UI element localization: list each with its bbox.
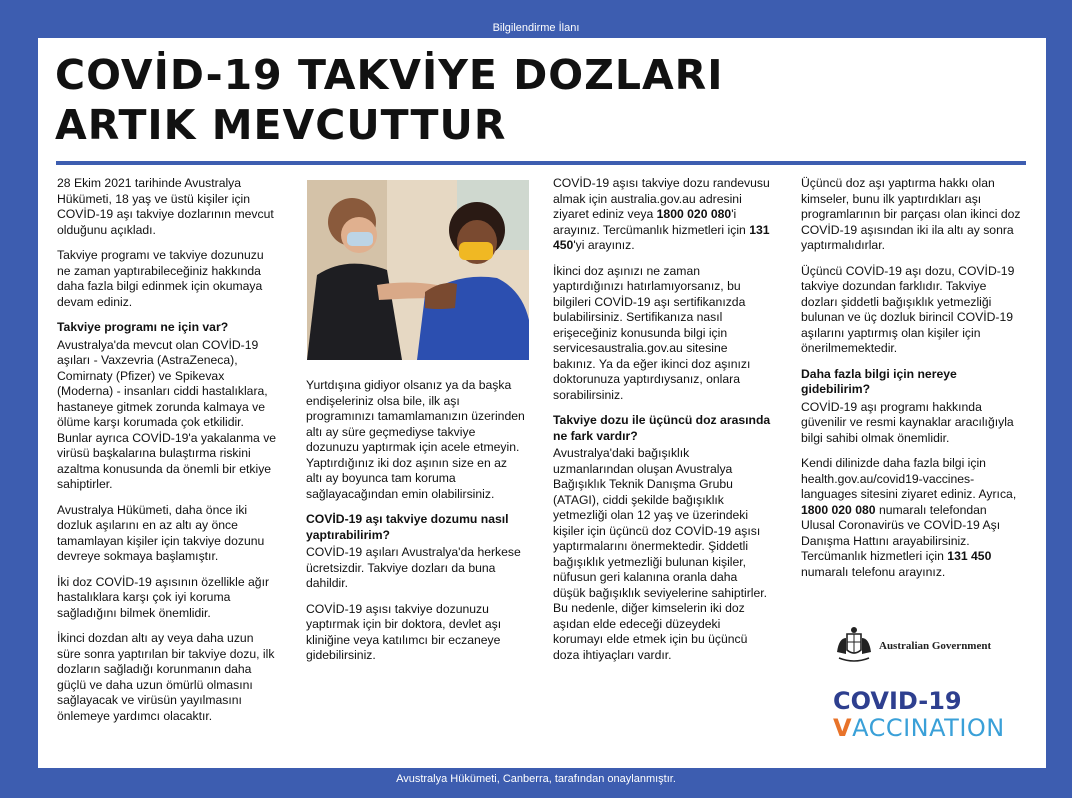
vaccination-logo-check: V: [833, 714, 853, 742]
hotline-phone: 1800 020 080: [801, 502, 876, 517]
section-heading-purpose: Takviye programı ne için var?: [57, 320, 229, 334]
booking-text-2: 'i arayınız. Tercümanlık hizmetleri için: [553, 207, 750, 237]
advertisement-panel: [38, 38, 1046, 768]
coat-of-arms-icon: [833, 624, 875, 668]
language-text-3: numaralı telefonu arayınız.: [801, 564, 946, 579]
intro-paragraph: 28 Ekim 2021 tarihinde Avustralya Hükümeti, 18 yaş ve üstü kişiler için COVİD-19 aşı takviye dozlarının mevcut olduğunu açıkladı.: [57, 176, 274, 237]
vaccination-illustration: [307, 180, 529, 360]
vaccination-logo-line-1: COVID-19: [833, 687, 962, 715]
read-more-paragraph: Takviye programı ve takviye dozunuzu ne zaman yaptırabileceğiniz hakkında daha fazla bilgi edinmek için okumaya devam ediniz.: [57, 248, 264, 309]
title-line-1: COVİD-19 TAKVİYE DOZLARI: [55, 51, 724, 99]
vaccination-logo-word: ACCINATION: [852, 714, 1005, 742]
booking-text: COVİD-19 aşısı takviye dozu randevusu almak için australia.gov.au adresini ziyaret ediniz veya: [553, 176, 770, 221]
language-text-2: numaralı telefondan Ulusal Coronavirüs ve COVİD-19 Aşı Danışma Hattını arayabilirsiniz. Tercümanlık hizmetleri için: [801, 502, 1001, 563]
interpreter-phone: 131 450: [553, 222, 770, 252]
section-heading-how: COVİD-19 aşı takviye dozumu nasıl yaptırabilirim?: [306, 512, 509, 542]
booking-phone: 1800 020 080: [656, 207, 732, 221]
where-paragraph: COVİD-19 aşısı takviye dozunuzu yaptırmak için bir doktora, devlet aşı kliniğine veya katılımcı bir eczaneye gidebilirsiniz.: [306, 601, 502, 662]
travel-paragraph: Yurtdışına gidiyor olsanız ya da başka endişeleriniz olsa bile, ilk aşı programınızı tamamlamanızın üzerinden altı ay süre geçmediyse takviye dozunuzu yaptırmak için acele etmeyin. Yaptırdığınız iki doz aşının size en az altı ay boyunca tam koruma sağlayacağından emin olabilirsiniz.: [306, 378, 525, 501]
header-label: Bilgilendirme İlanı: [492, 22, 580, 34]
vaccines-paragraph: Avustralya'da mevcut olan COVİD-19 aşıları - Vaxzevria (AstraZeneca), Comirnaty (Pfizer) ve Spikevax (Moderna) - insanları ciddi hastalıklara, hastaneye gitmek zorunda kalmaya ve ölüme karşı korumada çok etkilidir. Bunlar ayrıca COVİD-19'a yakalanma ve virüsü başkalarına bulaştırma riskini azaltma konusunda da önemli bir etkiye sahiptirler.: [57, 337, 277, 491]
trusted-sources-paragraph: COVİD-19 aşı programı hakkında güvenilir ve resmi kaynaklar aracılığıyla bilgi sahibi olmak önemlidir.: [801, 399, 1014, 445]
covid-vaccination-logo: [833, 688, 1013, 748]
footer-strip: [0, 768, 1072, 798]
third-dose-paragraph: Üçüncü doz aşı yaptırma hakkı olan kimseler, bunu ilk yaptırdıkları aşı programlarının bir parçası olan ikinci doz COVİD-19 aşısından iki ila altı ay sonra yaptırmalıdırlar.: [801, 176, 1021, 252]
government-paragraph: Avustralya Hükümeti, daha önce iki dozluk aşılarını en az altı ay önce tamamlayan kişiler için takviye dozunu devreye sokmaya başlamıştır.: [57, 502, 265, 563]
six-month-paragraph: İkinci dozdan altı ay veya daha uzun süre sonra yaptırılan bir takviye dozu, ilk dozların sağladığı korunmanın daha güçlü ve daha uzun ömürlü olmasını sağlayacak ve virüsün yayılmasını önlemeye yardımcı olacaktır.: [57, 631, 275, 723]
booking-text-3: 'yi arayınız.: [573, 238, 635, 252]
two-dose-paragraph: İki doz COVİD-19 aşısının özellikle ağır hastalıklara karşı çok iyi koruma sağladığını bilmek önemlidir.: [57, 574, 270, 620]
certificate-paragraph: İkinci doz aşınızı ne zaman yaptırdığınızı hatırlamıyorsanız, bu bilgileri COVİD-19 aşı sertifikanızda bulabilirsiniz. Sertifikanıza nasıl erişeceğiniz konusunda bilgi için servicesaustralia.gov.au sitesine bakınız. Ya da eğer ikinci doz aşınızı doktorunuza yaptırdıysanız, onlara sorabilirsiniz.: [553, 263, 751, 402]
interpreter-phone-2: 131 450: [947, 549, 992, 563]
vaccination-photo: [307, 180, 529, 360]
atagi-paragraph: Avustralya'daki bağışıklık uzmanlarından oluşan Avustralya Bağışıklık Teknik Danışma Grubu (ATAGI), ciddi şekilde bağışıklık yetmezliği olan 12 yaş ve üzerindeki kişiler için üçüncü doz COVİD-19 aşısı yaptırmalarını önermektedir. Şiddetli bağışıklık yetmezliği bulunan kişiler, nüfusun geri kalanına oranla daha düşük bağışıklık seviyelerine sahiptirler. Bu nedenle, diğer kimselerin iki doz aşıdan elde edeceği düzeydeki korumayı elde etmek için bu üçüncü doza ihtiyaçları vardır.: [553, 446, 768, 662]
header-strip: [0, 0, 1072, 38]
column-1: [57, 176, 277, 734]
difference-paragraph: Üçüncü COVİD-19 aşı dozu, COVİD-19 takviye dozundan farklıdır. Takviye dozları şiddetli bağışıklık yetmezliği bulunan ve üç dozluk birincil COVİD-19 aşılarını yaptırmış olan kişiler için önerilmemektedir.: [801, 263, 1015, 355]
section-heading-info: Daha fazla bilgi için nereye gidebilirim?: [801, 366, 957, 396]
vaccination-logo-line-2: [833, 714, 1005, 742]
footer-label: Avustralya Hükümeti, Canberra, tarafından onaylanmıştır.: [396, 773, 676, 785]
free-paragraph: COVİD-19 aşıları Avustralya'da herkese ücretsizdir. Takviye dozları da buna dahildir.: [306, 545, 521, 590]
column-3: [553, 176, 773, 673]
title-divider: [56, 161, 1026, 165]
title-line-2: ARTIK MEVCUTTUR: [55, 101, 507, 149]
booking-paragraph: [553, 176, 773, 254]
language-paragraph: [801, 456, 1021, 580]
australian-government-logo: [833, 624, 1003, 668]
section-heading-difference: Takviye dozu ile üçüncü doz arasında ne fark vardır?: [553, 413, 771, 443]
column-4: [801, 176, 1021, 590]
column-2: [306, 378, 526, 674]
page-title: [55, 50, 1015, 150]
government-name: Australian Government: [879, 640, 992, 652]
language-text: Kendi dilinizde daha fazla bilgi için health.gov.au/covid19-vaccines-languages sitesini ziyaret ediniz. Ayrıca,: [801, 456, 1017, 501]
